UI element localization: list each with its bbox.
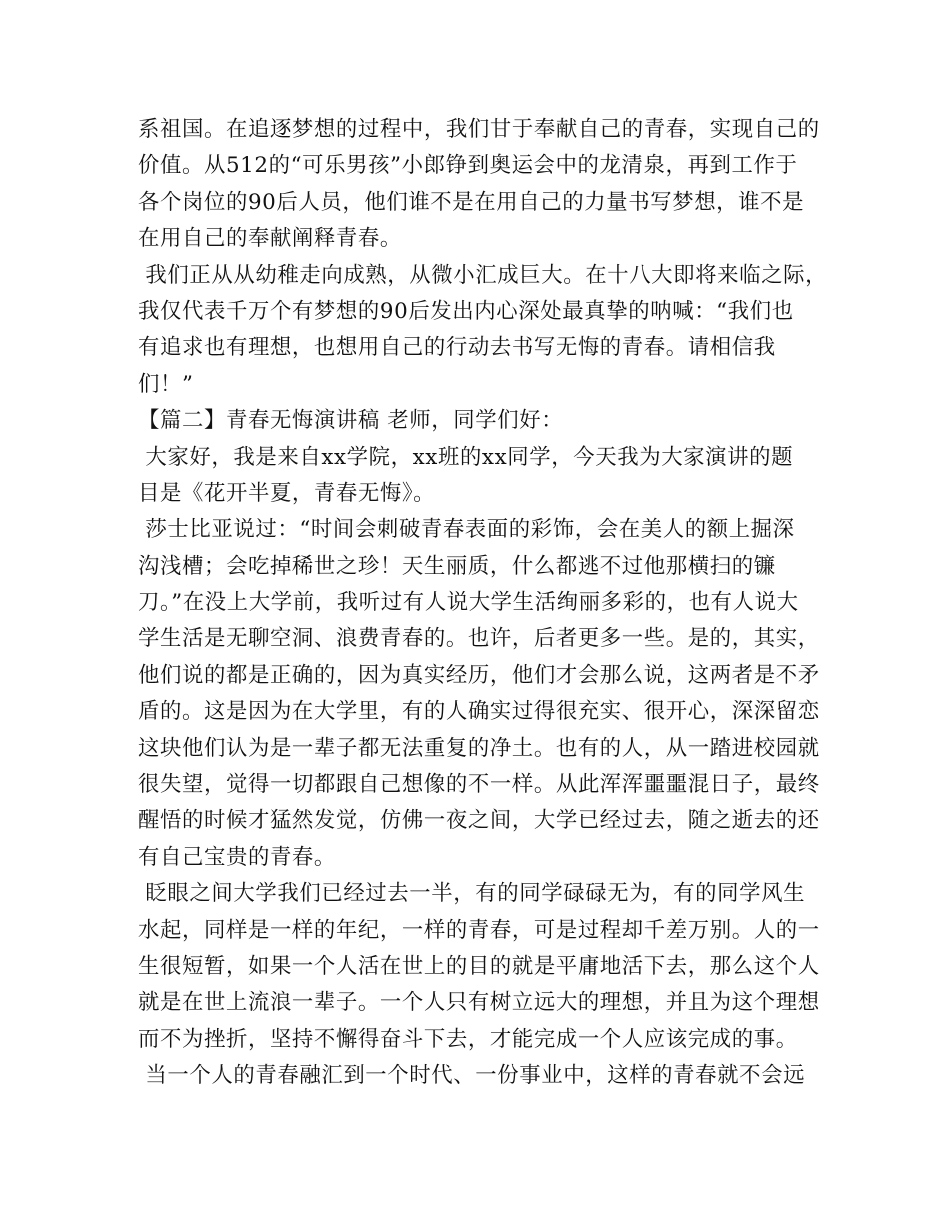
text-line: 各个岗位的90后人员，他们谁不是在用自己的力量书写梦想，谁不是 — [138, 189, 805, 215]
text-line: 有自己宝贵的青春。 — [138, 844, 336, 870]
text-line: 我仅代表千万个有梦想的90后发出内心深处最真挚的呐喊：“我们也 — [138, 298, 794, 324]
text-line: 盾的。这是因为在大学里，有的人确实过得很充实、很开心，深深留恋 — [138, 699, 820, 725]
text-line: 学生活是无聊空洞、浪费青春的。也许，后者更多一些。是的，其实， — [138, 626, 820, 652]
text-line: 眨眼之间大学我们已经过去一半，有的同学碌碌无为，有的同学风生 — [138, 881, 806, 907]
text-line: 水起，同样是一样的年纪，一样的青春，可是过程却千差万别。人的一 — [138, 917, 820, 943]
text-line: 这块他们认为是一辈子都无法重复的净土。也有的人，从一踏进校园就 — [138, 735, 820, 761]
text-line: 就是在世上流浪一辈子。一个人只有树立远大的理想，并且为这个理想 — [138, 990, 820, 1016]
text-line: 系祖国。在追逐梦想的过程中，我们甘于奉献自己的青春，实现自己的 — [138, 117, 820, 142]
text-line: 目是《花开半夏，青春无悔》。 — [138, 480, 436, 506]
text-line: 们！” — [138, 371, 194, 397]
text-line: 而不为挫折，坚持不懈得奋斗下去，才能完成一个人应该完成的事。 — [138, 1026, 798, 1052]
text-line: 我们正从从幼稚走向成熟，从微小汇成巨大。在十八大即将来临之际， — [138, 262, 828, 288]
text-line: 醒悟的时候才猛然发觉，仿佛一夜之间，大学已经过去，随之逝去的还 — [138, 808, 820, 834]
text-line: 【篇二】青春无悔演讲稿 老师，同学们好： — [138, 408, 564, 434]
text-line: 他们说的都是正确的，因为真实经历，他们才会那么说，这两者是不矛 — [138, 662, 820, 688]
text-line: 沟浅槽；会吃掉稀世之珍！天生丽质，什么都逃不过他那横扫的镰 — [138, 553, 776, 579]
text-line: 生很短暂，如果一个人活在世上的目的就是平庸地活下去，那么这个人 — [138, 953, 820, 979]
text-line: 大家好，我是来自xx学院，xx班的xx同学，今天我为大家演讲的题 — [138, 444, 794, 470]
text-line: 刀。”在没上大学前，我听过有人说大学生活绚丽多彩的，也有人说大 — [138, 590, 799, 616]
text-line: 有追求也有理想，也想用自己的行动去书写无悔的青春。请相信我 — [138, 335, 776, 361]
text-line: 莎士比亚说过：“时间会刺破青春表面的彩饰，会在美人的额上掘深 — [138, 517, 795, 543]
text-line: 价值。从512的“可乐男孩”小郎铮到奥运会中的龙清泉，再到工作于 — [138, 153, 798, 179]
text-line: 当一个人的青春融汇到一个时代、一份事业中，这样的青春就不会远 — [138, 1063, 806, 1089]
text-line: 在用自己的奉献阐释青春。 — [138, 226, 402, 252]
document-body — [138, 112, 828, 1095]
text-line: 很失望，觉得一切都跟自己想像的不一样。从此浑浑噩噩混日子，最终 — [138, 772, 820, 798]
